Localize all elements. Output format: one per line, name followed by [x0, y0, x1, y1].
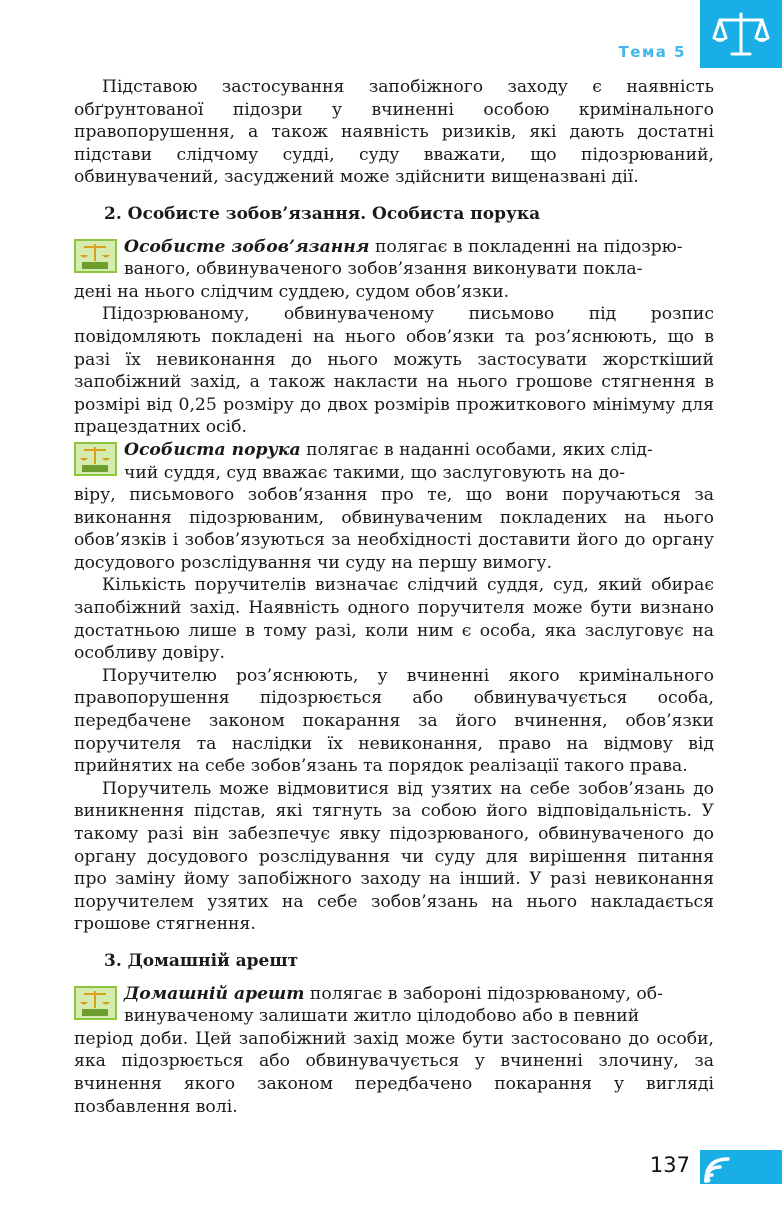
term-personal-guarantee: Особиста порука [124, 439, 301, 460]
theme-label: Тема 5 [618, 43, 686, 61]
definition-personal-obligation: Особисте зобов’язання полягає в покладенні на підозрю- ваного, обвинуваченого зобов’язання виконувати покла- дені на нього слідчим суддею, судом обов’язки. [74, 236, 683, 302]
header-bar [700, 0, 782, 68]
term-personal-obligation: Особисте зобов’язання [124, 236, 370, 257]
term-house-arrest: Домашній арешт [124, 983, 305, 1004]
footer-bar [700, 1150, 782, 1184]
law-book-icon [74, 442, 117, 476]
wifi-waves-icon [702, 1153, 752, 1183]
paragraph: Поручителю роз’яснюють, у вчиненні якого кримінального правопорушення підозрюється або обвинувачується особа, передбачене законом покарання за його вчинення, обов’язки поручителя та наслідки їх невиконання, право на відмову від прийнятих на себе зобов’язань та порядок реалізації такого права. [74, 665, 714, 777]
paragraph: Кількість поручителів визначає слідчий суддя, суд, який обирає запобіжний захід. Наявність одного поручителя може бути визнано достатньою лише в тому разі, коли ним є особа, яка заслуговує на особливу довіру. [74, 575, 714, 664]
intro-paragraph: Підставою застосування запобіжного заходу є наявність обґрунтованої підозри у вчиненні особою кримінального правопорушення, а також наявність ризиків, які дають достатні підстави слідчому судді, суду вважати, що підозрюваний, обвинувачений, засуджений може здійснити вищеназвані дії. [74, 77, 714, 188]
law-book-icon [74, 239, 117, 273]
paragraph: Підозрюваному, обвинуваченому письмово під розпис повідомляють покладені на нього обов’язки та роз’яснюють, що в разі їх невиконання до нього можуть застосувати жорсткіший запобіжний захід, а також накласти на нього грошове стягнення в розмірі від 0,25 розміру до двох розмірів прожиткового мінімуму для працездатних осіб. [74, 304, 714, 438]
section-heading-2: 2. Особисте зобов’язання. Особиста порука [104, 203, 541, 224]
scales-of-justice-icon [712, 10, 770, 60]
paragraph: Поручитель може відмовитися від узятих на себе зобов’язань до виникнення підстав, які тягнуть за собою його відповідальність. У такому разі він забезпечує явку підозрюваного, обвинуваченого до органу досудового розслідування чи суду для вирішення питання про заміну йому запобіжного заходу на інший. У разі невиконання поручителем узятих на себе зобов’язань на нього накладається грошове стягнення. [74, 778, 714, 935]
definition-house-arrest: Домашній арешт полягає в забороні підозрюваному, об- винуваченому залишати житло цілодобово або в певний період доби. Цей запобіжний захід може бути застосовано до особи, яка підозрюється або обвинувачується у вчиненні злочину, за вчинення якого законом передбачено покарання у вигляді позбавлення волі. [74, 983, 714, 1117]
law-book-icon [74, 986, 117, 1020]
page-body [74, 76, 714, 1118]
page-number: 137 [649, 1153, 690, 1177]
section-heading-3: 3. Домашній арешт [104, 950, 299, 971]
definition-personal-guarantee: Особиста порука полягає в наданні особами, яких слід- чий суддя, суд вважає такими, що заслуговують на до- віру, письмового зобов’язання про те, що вони поручаються за виконання підозрюваним, обвинуваченим покладених на нього обов’язків і зобов’язуються за необхідності доставити його до органу досудового розслідування чи суду на першу вимогу. [74, 439, 714, 573]
